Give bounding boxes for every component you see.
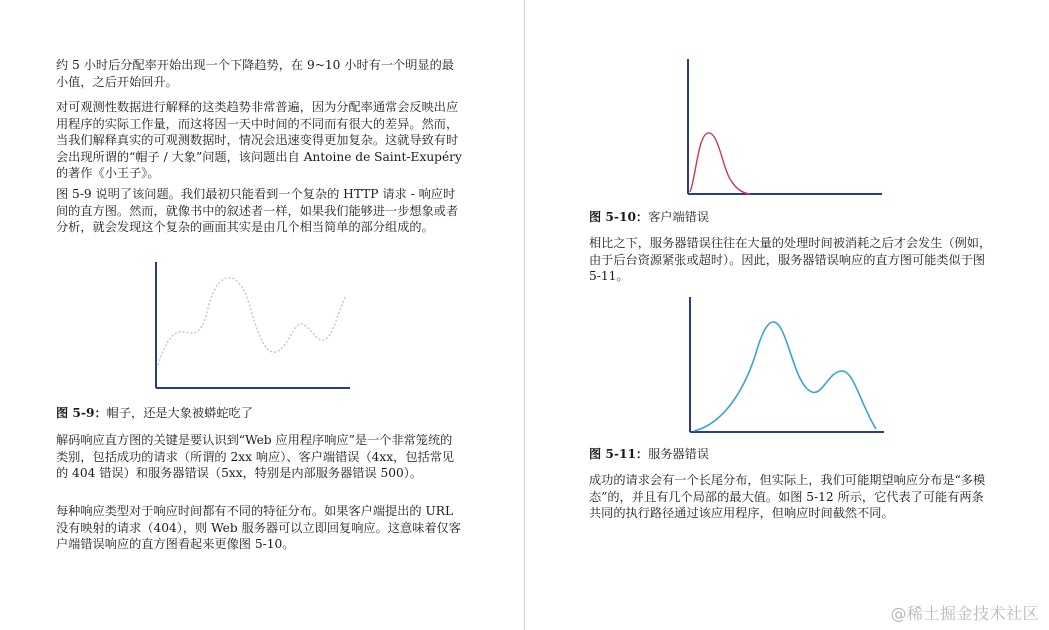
paragraph-7: 成功的请求会有一个长尾分布，但实际上，我们可能期望响应分布是“多模态”的，并且有几个局部的最大值。如图 5-12 所示，它代表了可能有两条共同的执行路径通过该应用程序，但响应时间截然不同。 xyxy=(589,473,986,520)
paragraph-5: 每种响应类型对于响应时间都有不同的特征分布。如果客户端提出的 URL 没有映射的请求（404），则 Web 服务器可以立即回复响应。这意味着仅客户端错误响应的直方图看起来更像图 5-10。 xyxy=(56,504,461,551)
figure-5-10-caption xyxy=(589,208,709,225)
fig11-caption-text: 服务器错误 xyxy=(648,447,710,461)
fig11-caption-label: 图 5-11： xyxy=(589,447,649,461)
paragraph-6: 相比之下，服务器错误往往在大量的处理时间被消耗之后才会发生（例如，由于后台资源紧张或超时）。因此，服务器错误响应的直方图可能类似于图 5-11。 xyxy=(589,236,992,283)
fig10-curve xyxy=(690,133,750,194)
watermark: @稀土掘金技术社区 xyxy=(890,604,1039,623)
fig9-curve xyxy=(158,278,346,365)
fig9-caption-label: 图 5-9： xyxy=(56,406,107,420)
fig10-caption-text: 客户端错误 xyxy=(648,210,710,224)
figure-5-11-caption xyxy=(589,445,709,462)
paragraph-4: 解码响应直方图的关键是要认识到“Web 应用程序响应”是一个非常笼统的类别，包括成功的请求（所谓的 2xx 响应）、客户端错误（4xx，包括常见的 404 错误）和服务器错误（5xx，特别是内部服务器错误 500）。 xyxy=(56,433,455,480)
fig10-caption-label: 图 5-10： xyxy=(589,210,649,224)
paragraph-2: 对可观测性数据进行解释的这类趋势非常普遍，因为分配率通常会反映出应用程序的实际工作量，而这将因一天中时间的不同而有很大的差异。然而，当我们解释真实的可观测数据时，情况会迅速变得更加复杂。这就导致有时会出现所谓的“帽子 / 大象”问题，该问题出自 Antoine de Saint-Exupéry 的著作《小王子》。 xyxy=(56,100,462,180)
fig11-curve xyxy=(694,322,876,431)
figure-5-11-chart xyxy=(686,295,886,435)
paragraph-3: 图 5-9 说明了该问题。我们最初只能看到一个复杂的 HTTP 请求 - 响应时间的直方图。然而，就像书中的叙述者一样，如果我们能够进一步想象或者分析，就会发现这个复杂的画面其实是由几个相当简单的部分组成的。 xyxy=(56,187,459,234)
page-gutter xyxy=(524,0,525,630)
paragraph-1: 约 5 小时后分配率开始出现一个下降趋势，在 9~10 小时有一个明显的最小值，之后开始回升。 xyxy=(56,58,454,89)
figure-5-9-chart xyxy=(152,260,352,395)
figure-5-9-caption xyxy=(56,404,253,421)
fig9-caption-text: 帽子，还是大象被蟒蛇吃了 xyxy=(106,406,253,420)
figure-5-10-chart xyxy=(684,57,884,197)
